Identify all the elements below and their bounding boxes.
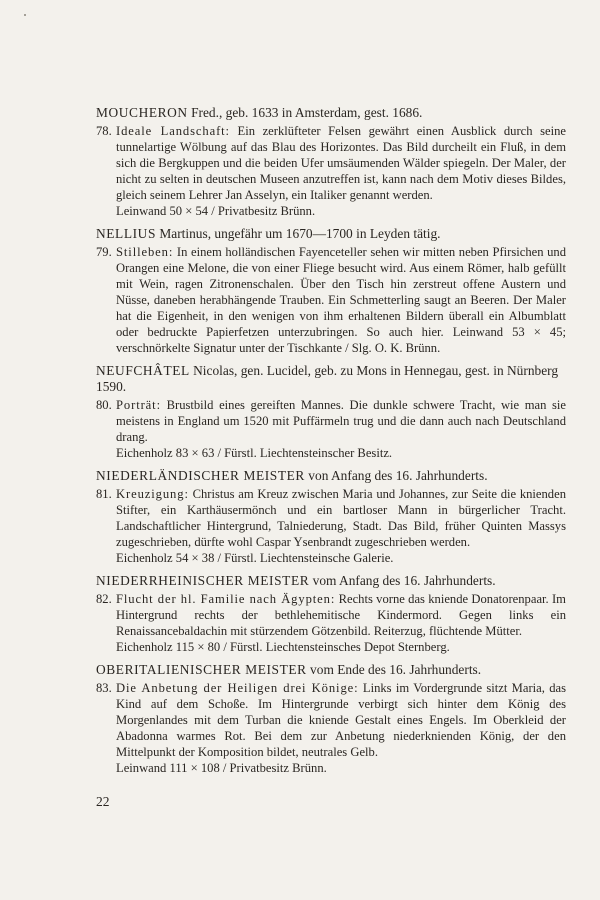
artist-name: NEUFCHÂTEL xyxy=(96,363,190,378)
artist-info: vom Ende des 16. Jahrhunderts. xyxy=(310,662,482,677)
item-text xyxy=(116,397,566,461)
page-number: 22 xyxy=(96,794,110,809)
item-description: Ein zerklüfteter Felsen gewährt einen Ausblick durch seine tunnelartige Wölbung auf das Blau des Horizontes. Das Bild durcheilt ein Fluß, in dem sich die Bergkuppen und die beiden Ufer umsäumenden Wälder spiegeln. Der Maler, der nicht zu selten in deutschen Museen anzutreffen ist, kann nach dem Motiv dieses Bildes, gleich seinem Lehrer Jan Asselyn, ein Italiker genannt werden. xyxy=(116,124,566,202)
item-number: 79. xyxy=(96,245,112,259)
artist-name: NELLIUS xyxy=(96,226,156,241)
item-description: In einem holländischen Fayenceteller sehen wir mitten neben Pfirsichen und Orangen eine Melone, die von einer Fliege besucht wird. Aus einem Römer, halb gefüllt mit Wein, ragen Zitronenschalen. Über den Tisch hin zerstreut offene Austern und Nüsse, daneben herabhängende Trauben. Ein Schmetterling saugt an Beeren. Der Maler hat die Eigenheit, in den wenigen von ihm erhaltenen Bildern überall ein Albumblatt oder bedruckte Papierfetzen unterzubringen. So auch hier. Leinwand 53 × 45; verschnörkelte Signatur unter der Tischkante / Slg. O. K. Brünn. xyxy=(116,245,566,355)
item-title: Ideale Landschaft: xyxy=(116,124,230,138)
item-description: Brustbild eines gereiften Mannes. Die dunkle schwere Tracht, wie man sie meistens in England um 1520 mit Puffärmeln trug und die dann auch nach Deutschland drang. xyxy=(116,398,566,444)
item-number: 81. xyxy=(96,487,112,501)
item-title: Die Anbetung der Heiligen drei Könige: xyxy=(116,681,359,695)
artist-name: OBERITALIENISCHER MEISTER xyxy=(96,662,307,677)
item-description: Rechts vorne das kniende Donatorenpaar. Im Hintergrund rechts der bethlehemitische Kindermord. Gegen links ein Renaissancebaldachin mit stürzendem Götzenbild. Reiterzug, flüchtende Mütter. xyxy=(116,592,566,638)
item-title: Flucht der hl. Familie nach Ägypten: xyxy=(116,592,336,606)
artist-name: NIEDERRHEINISCHER MEISTER xyxy=(96,573,310,588)
catalog-entries xyxy=(96,105,566,783)
item-number: 83. xyxy=(96,681,112,695)
artist-info: Martinus, ungefähr um 1670—1700 in Leyden tätig. xyxy=(159,226,441,241)
catalog-item xyxy=(96,486,566,566)
artist-info: von Anfang des 16. Jahrhunderts. xyxy=(308,468,488,483)
item-number: 80. xyxy=(96,398,112,412)
catalog-item xyxy=(96,123,566,219)
artist-heading xyxy=(96,105,566,121)
item-text xyxy=(116,680,566,776)
item-medium-provenance: Eichenholz 83 × 63 / Fürstl. Liechtensteinscher Besitz. xyxy=(116,446,393,460)
item-number: 78. xyxy=(96,124,112,138)
artist-heading xyxy=(96,226,566,242)
artist-info: Nicolas, gen. Lucidel, geb. zu Mons in Hennegau, gest. in Nürnberg 1590. xyxy=(96,363,559,394)
artist-name: MOUCHERON xyxy=(96,105,188,120)
artist-name: NIEDERLÄNDISCHER MEISTER xyxy=(96,468,305,483)
item-text xyxy=(116,591,566,655)
catalog-entry xyxy=(96,573,566,655)
item-medium-provenance: Leinwand 111 × 108 / Privatbesitz Brünn. xyxy=(116,761,327,775)
item-text xyxy=(116,244,566,356)
catalog-item xyxy=(96,591,566,655)
artist-info: vom Anfang des 16. Jahrhunderts. xyxy=(312,573,496,588)
artist-heading xyxy=(96,468,566,484)
item-text xyxy=(116,486,566,566)
artist-info: Fred., geb. 1633 in Amsterdam, gest. 1686. xyxy=(191,105,423,120)
item-medium-provenance: Eichenholz 115 × 80 / Fürstl. Liechtensteinsches Depot Sternberg. xyxy=(116,640,450,654)
catalog-entry xyxy=(96,468,566,566)
artist-heading xyxy=(96,662,566,678)
speck-mark xyxy=(24,14,26,16)
artist-heading xyxy=(96,573,566,589)
catalog-entry xyxy=(96,363,566,461)
item-medium-provenance: Eichenholz 54 × 38 / Fürstl. Liechtensteinsche Galerie. xyxy=(116,551,394,565)
item-medium-provenance: Leinwand 50 × 54 / Privatbesitz Brünn. xyxy=(116,204,316,218)
item-description: Links im Vordergrunde sitzt Maria, das Kind auf dem Schoße. Im Hintergrunde verbirgt sich hinter dem König des Morgenlandes mit dem Turban die kniende Gestalt eines Engels. Im Oberkleid der Abadonna warmes Rot. Bei dem zur Anbetung niederknienden König, der den Mittelpunkt der Komposition bildet, neutrales Gelb. xyxy=(116,681,566,759)
catalog-entry xyxy=(96,226,566,356)
item-number: 82. xyxy=(96,592,112,606)
item-title: Kreuzigung: xyxy=(116,487,189,501)
catalog-entry xyxy=(96,105,566,219)
catalog-item xyxy=(96,680,566,776)
item-title: Stilleben: xyxy=(116,245,174,259)
catalog-item xyxy=(96,397,566,461)
artist-heading xyxy=(96,363,566,395)
catalog-item xyxy=(96,244,566,356)
catalog-entry xyxy=(96,662,566,776)
item-description: Christus am Kreuz zwischen Maria und Johannes, zur Seite die knienden Stifter, ein Karthäusermönch und ein bartloser Mann in bürgerlicher Tracht. Landschaftlicher Hintergrund, Talniederung, Stadt. Das Bild, früher Quinten Massys zugeschrieben, dürfte wohl Caspar Ysenbrandt zugeschrieben werden. xyxy=(116,487,566,549)
item-title: Porträt: xyxy=(116,398,161,412)
item-text xyxy=(116,123,566,219)
